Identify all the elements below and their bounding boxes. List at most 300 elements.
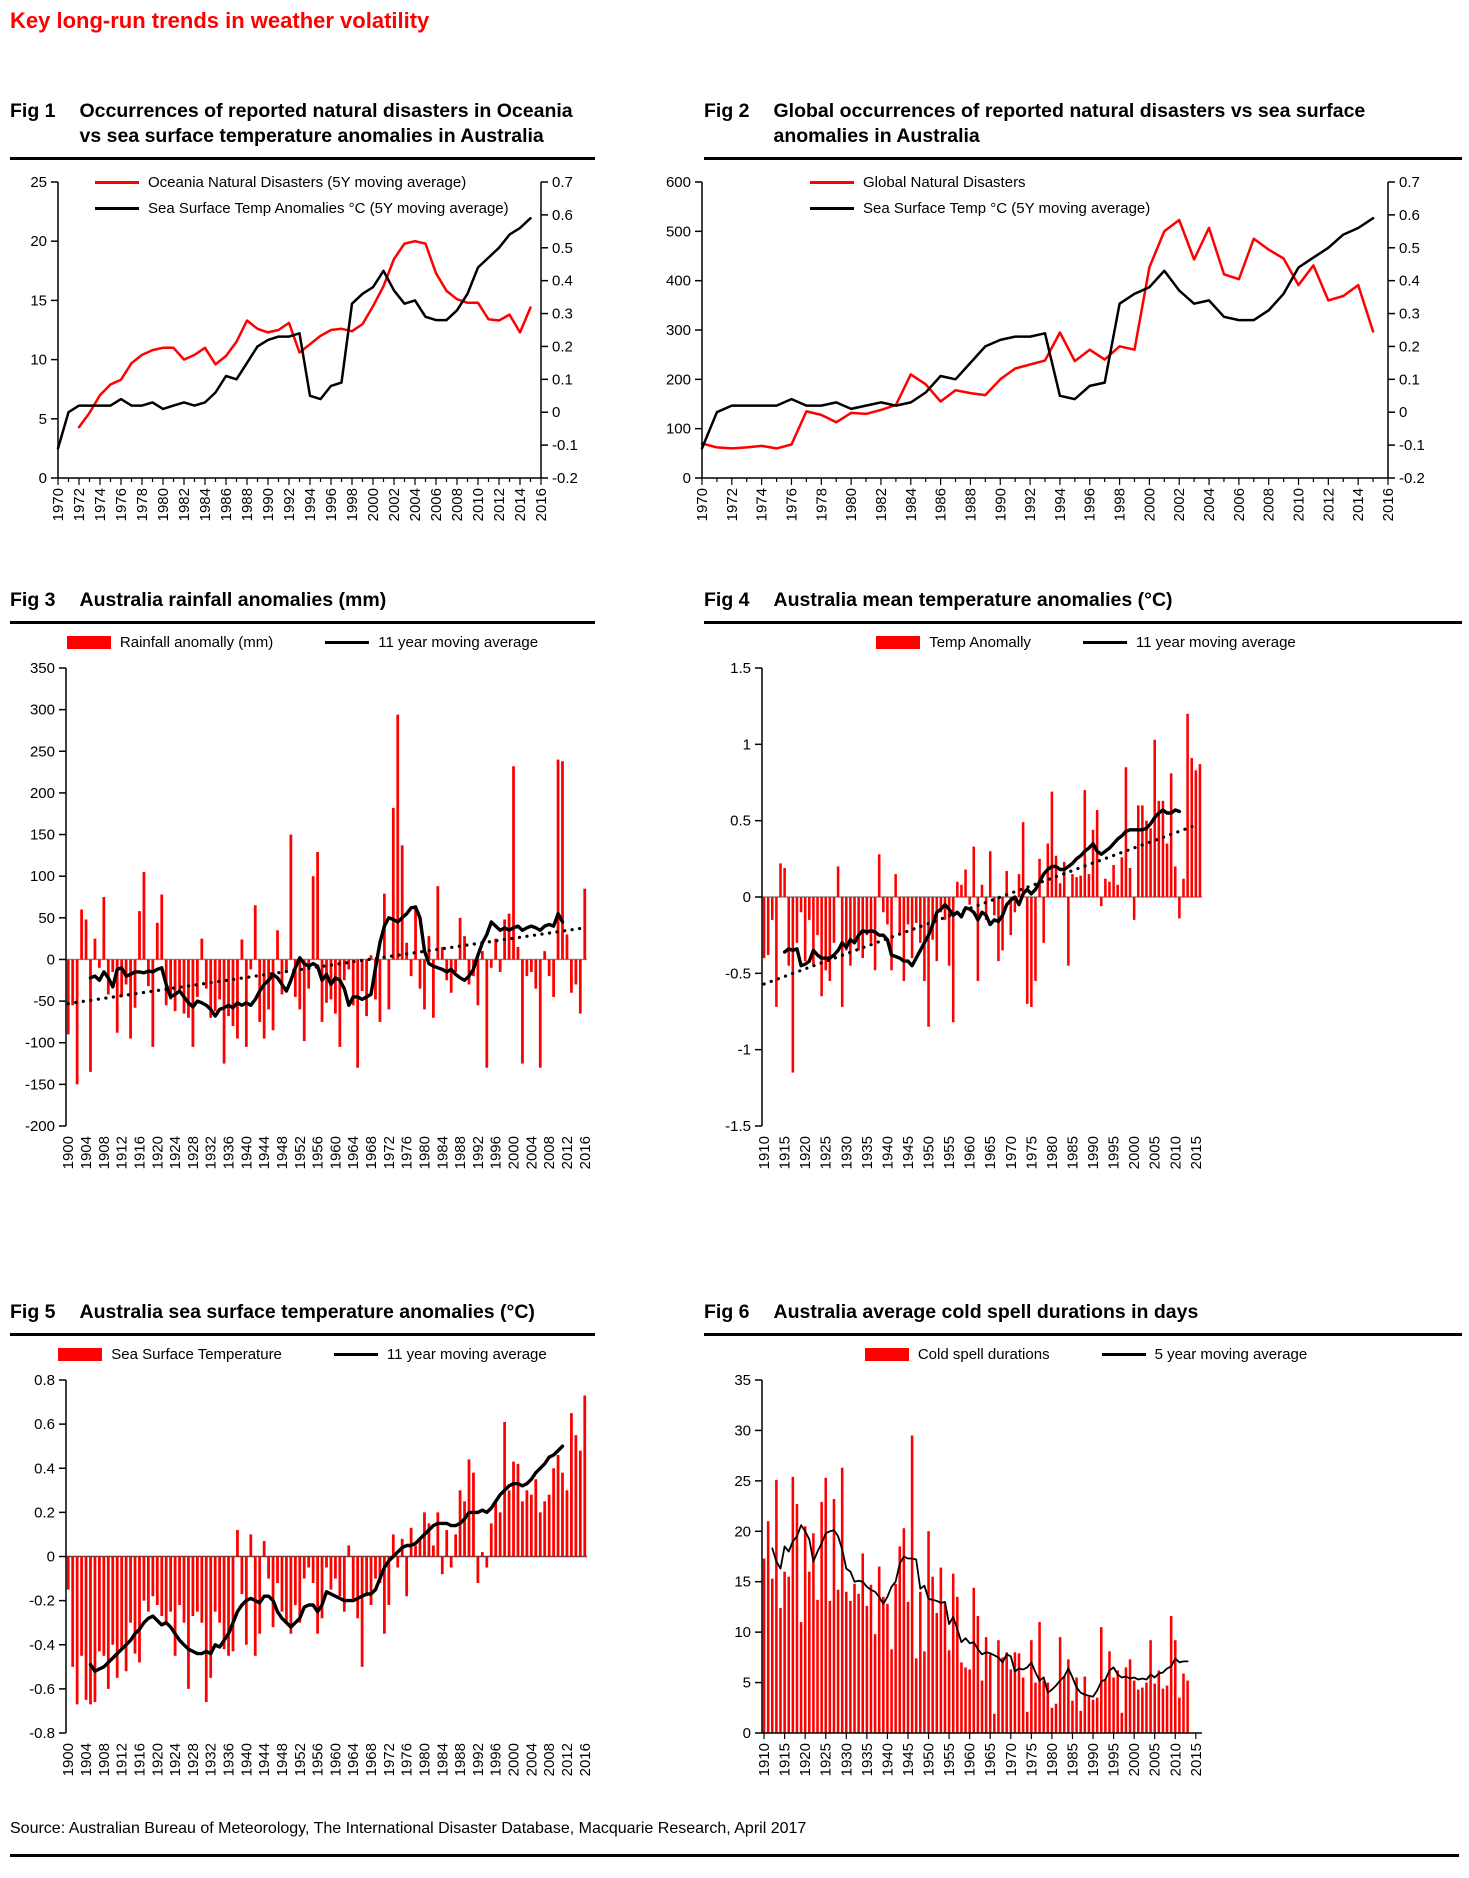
svg-text:1996: 1996	[1081, 488, 1099, 522]
svg-text:0: 0	[552, 404, 561, 422]
svg-text:0.6: 0.6	[552, 206, 573, 224]
svg-text:1910: 1910	[756, 1742, 774, 1777]
svg-text:-1.5: -1.5	[725, 1117, 751, 1135]
svg-text:-0.4: -0.4	[29, 1636, 55, 1654]
svg-text:-0.8: -0.8	[29, 1724, 55, 1742]
svg-text:1970: 1970	[1002, 1135, 1020, 1170]
svg-text:1932: 1932	[202, 1742, 220, 1777]
legend-label: Oceania Natural Disasters (5Y moving average)	[148, 174, 467, 191]
figure-4	[640, 588, 1462, 1216]
svg-text:1984: 1984	[434, 1135, 452, 1170]
figure-5-header	[10, 1300, 595, 1336]
svg-text:1985: 1985	[1064, 1135, 1082, 1170]
svg-text:15: 15	[30, 292, 47, 310]
svg-text:1986: 1986	[932, 488, 950, 522]
svg-text:1960: 1960	[327, 1742, 345, 1777]
svg-text:0.4: 0.4	[1399, 272, 1420, 290]
svg-text:30: 30	[734, 1422, 751, 1440]
svg-text:2005: 2005	[1146, 1135, 1164, 1170]
svg-text:1975: 1975	[1023, 1135, 1041, 1170]
svg-text:1.5: 1.5	[730, 659, 751, 677]
x-axis-labels	[694, 478, 1397, 521]
svg-text:2000: 2000	[1126, 1135, 1144, 1170]
svg-text:1984: 1984	[434, 1742, 452, 1777]
legend-item	[810, 174, 1026, 191]
svg-text:1930: 1930	[838, 1135, 856, 1170]
svg-text:1948: 1948	[274, 1135, 291, 1170]
svg-text:2004: 2004	[523, 1135, 541, 1170]
legend-label: Cold spell durations	[917, 1346, 1050, 1364]
bar-series	[67, 714, 586, 1084]
chart-fig1	[10, 166, 595, 566]
svg-text:0: 0	[742, 1724, 751, 1742]
figure-4-title: Australia mean temperature anomalies (°C)	[773, 589, 1173, 611]
svg-text:1956: 1956	[309, 1742, 327, 1777]
svg-text:1928: 1928	[184, 1135, 202, 1170]
legend-swatch-icon	[58, 1348, 102, 1361]
left-axis	[755, 1380, 762, 1733]
svg-text:1980: 1980	[416, 1742, 434, 1777]
svg-text:1980: 1980	[843, 488, 861, 522]
svg-text:-0.1: -0.1	[1399, 437, 1425, 455]
svg-text:-100: -100	[24, 1034, 55, 1052]
legend-swatch-icon	[95, 207, 139, 210]
svg-text:1955: 1955	[941, 1742, 959, 1777]
svg-text:2000: 2000	[1126, 1742, 1144, 1777]
svg-text:2000: 2000	[505, 1135, 523, 1170]
svg-text:2006: 2006	[428, 488, 445, 522]
chart-fig3	[10, 630, 595, 1216]
svg-text:150: 150	[29, 826, 55, 844]
svg-text:1990: 1990	[260, 488, 277, 522]
legend-item	[334, 1346, 547, 1363]
svg-text:2000: 2000	[505, 1742, 523, 1777]
svg-text:100: 100	[29, 867, 55, 885]
svg-text:-50: -50	[33, 992, 55, 1010]
figure-4-label: Fig 4	[704, 589, 750, 611]
svg-text:-150: -150	[24, 1076, 55, 1094]
svg-text:0.2: 0.2	[1399, 338, 1420, 356]
svg-text:600: 600	[665, 174, 691, 191]
svg-text:1982: 1982	[176, 488, 193, 522]
legend-label: 11 year moving average	[1135, 634, 1296, 652]
svg-text:1915: 1915	[776, 1135, 794, 1170]
legend	[10, 630, 595, 656]
svg-text:1900: 1900	[60, 1742, 78, 1777]
svg-text:300: 300	[665, 322, 691, 339]
legend-label: 11 year moving average	[386, 1346, 547, 1364]
x-axis-labels	[50, 478, 550, 521]
figure-6	[640, 1300, 1462, 1823]
svg-text:1992: 1992	[281, 488, 298, 522]
source-text: Source: Australian Bureau of Meteorology, The International Disaster Database, Macquarie Research, April 2017	[10, 1820, 807, 1837]
svg-text:1970: 1970	[50, 488, 67, 522]
legend	[810, 174, 1150, 217]
svg-text:-0.2: -0.2	[552, 470, 578, 487]
left-axis	[59, 1380, 66, 1733]
svg-text:1960: 1960	[961, 1135, 979, 1170]
right-axis	[1388, 182, 1395, 478]
legend	[710, 1342, 1462, 1368]
svg-text:1924: 1924	[167, 1742, 185, 1777]
svg-text:-200: -200	[24, 1117, 55, 1135]
svg-text:2008: 2008	[541, 1135, 559, 1170]
svg-text:1916: 1916	[131, 1135, 149, 1170]
svg-text:2002: 2002	[386, 488, 403, 522]
svg-text:1932: 1932	[202, 1135, 220, 1170]
svg-text:1994: 1994	[302, 488, 319, 522]
figure-2-title: Global occurrences of reported natural disasters vs sea surface anomalies in Australia	[773, 99, 1366, 148]
svg-text:1988: 1988	[962, 488, 980, 522]
chart-canvas-fig-6	[710, 1368, 1210, 1823]
svg-text:1986: 1986	[218, 488, 235, 522]
svg-text:0.2: 0.2	[34, 1504, 55, 1522]
svg-text:0.7: 0.7	[1399, 174, 1420, 191]
svg-text:1935: 1935	[858, 1742, 876, 1777]
svg-text:-0.6: -0.6	[29, 1680, 55, 1698]
svg-text:1925: 1925	[817, 1742, 835, 1777]
figure-1-header	[10, 62, 595, 160]
svg-text:1940: 1940	[879, 1135, 897, 1170]
legend-label: 11 year moving average	[378, 634, 539, 652]
legend-item	[58, 1346, 282, 1363]
svg-text:1916: 1916	[131, 1742, 149, 1777]
svg-text:1920: 1920	[797, 1742, 815, 1777]
svg-text:1975: 1975	[1023, 1742, 1041, 1777]
svg-text:350: 350	[29, 659, 55, 677]
svg-text:1950: 1950	[920, 1742, 938, 1777]
svg-text:2004: 2004	[1201, 488, 1218, 522]
svg-text:2010: 2010	[1167, 1742, 1185, 1777]
svg-text:1982: 1982	[873, 488, 890, 522]
svg-text:0.3: 0.3	[552, 305, 573, 323]
svg-text:2010: 2010	[1167, 1135, 1185, 1170]
chart-canvas-fig-2	[640, 166, 1462, 566]
chart-canvas-fig-1	[10, 166, 595, 566]
svg-text:1988: 1988	[239, 488, 256, 522]
figure-6-title: Australia average cold spell durations in days	[773, 1301, 1199, 1323]
svg-text:2004: 2004	[523, 1742, 541, 1777]
figure-1	[10, 62, 595, 566]
svg-text:1972: 1972	[380, 1742, 398, 1777]
svg-text:0.4: 0.4	[34, 1459, 55, 1477]
legend-item	[95, 200, 509, 217]
svg-text:2016: 2016	[1380, 488, 1397, 522]
svg-text:2000: 2000	[1141, 488, 1159, 522]
svg-text:15: 15	[734, 1573, 751, 1591]
svg-text:0.3: 0.3	[1399, 305, 1420, 323]
svg-text:1912: 1912	[113, 1135, 131, 1170]
svg-text:1904: 1904	[78, 1135, 95, 1170]
svg-text:1956: 1956	[309, 1135, 327, 1170]
svg-text:0: 0	[682, 470, 691, 487]
right-axis	[541, 182, 548, 478]
figure-2	[640, 62, 1462, 566]
svg-text:0: 0	[46, 951, 55, 969]
figure-1-title: Occurrences of reported natural disasters in Oceania vs sea surface temperature anomalies in Australia	[79, 99, 573, 148]
svg-text:1974: 1974	[753, 488, 771, 522]
svg-text:0.2: 0.2	[552, 338, 573, 356]
svg-text:1990: 1990	[1085, 1742, 1102, 1777]
svg-text:1944: 1944	[256, 1742, 274, 1777]
chart-canvas-fig-3	[10, 656, 595, 1216]
svg-text:1985: 1985	[1064, 1742, 1082, 1777]
svg-text:2010: 2010	[470, 488, 487, 522]
x-axis-labels	[60, 1136, 594, 1169]
svg-text:1952: 1952	[291, 1135, 309, 1170]
svg-text:1950: 1950	[920, 1135, 938, 1170]
legend-swatch-icon	[325, 641, 369, 644]
svg-text:1990: 1990	[1085, 1135, 1102, 1170]
svg-text:1935: 1935	[858, 1135, 876, 1170]
svg-text:0.5: 0.5	[1399, 239, 1420, 257]
svg-text:20: 20	[734, 1523, 751, 1541]
figure-6-label: Fig 6	[704, 1301, 750, 1323]
svg-text:1924: 1924	[167, 1135, 185, 1170]
figure-5-label: Fig 5	[10, 1301, 56, 1323]
svg-text:1970: 1970	[1002, 1742, 1020, 1777]
left-axis	[51, 182, 58, 478]
svg-text:0.5: 0.5	[730, 812, 751, 830]
svg-text:5: 5	[742, 1674, 751, 1692]
svg-text:1: 1	[742, 736, 751, 754]
bottom-divider	[10, 1854, 1459, 1857]
svg-text:0: 0	[38, 470, 47, 487]
legend-swatch-icon	[1083, 641, 1127, 644]
svg-text:-0.2: -0.2	[29, 1592, 55, 1610]
svg-text:1964: 1964	[345, 1135, 363, 1170]
svg-text:-0.1: -0.1	[552, 437, 578, 455]
svg-text:300: 300	[29, 701, 55, 719]
figure-2-header	[704, 62, 1462, 160]
svg-text:2004: 2004	[407, 488, 424, 522]
svg-text:1976: 1976	[783, 488, 801, 522]
svg-text:1928: 1928	[184, 1742, 202, 1777]
svg-text:250: 250	[29, 743, 55, 761]
svg-text:0.1: 0.1	[1399, 371, 1420, 389]
svg-text:400: 400	[665, 272, 691, 290]
figure-3-header	[10, 588, 595, 624]
svg-text:1945: 1945	[900, 1742, 917, 1777]
svg-text:1990: 1990	[992, 488, 1010, 522]
svg-text:1948: 1948	[274, 1742, 291, 1777]
chart-fig4	[710, 630, 1462, 1216]
svg-text:1998: 1998	[344, 488, 361, 522]
svg-text:1936: 1936	[220, 1742, 238, 1777]
svg-text:200: 200	[665, 371, 691, 389]
svg-text:1904: 1904	[78, 1742, 95, 1777]
svg-text:1968: 1968	[363, 1135, 380, 1170]
svg-text:1960: 1960	[327, 1135, 345, 1170]
figure-1-label: Fig 1	[10, 99, 56, 122]
svg-text:200: 200	[29, 784, 55, 802]
legend-label: 5 year moving average	[1154, 1346, 1308, 1364]
svg-text:2012: 2012	[559, 1135, 576, 1170]
svg-text:1910: 1910	[756, 1135, 774, 1170]
svg-text:1980: 1980	[1043, 1742, 1061, 1777]
chart-canvas-fig-5	[10, 1368, 595, 1823]
svg-text:1984: 1984	[197, 488, 214, 522]
svg-text:1988: 1988	[452, 1742, 470, 1777]
svg-text:-0.2: -0.2	[1399, 470, 1425, 487]
left-axis	[695, 182, 702, 478]
legend-item	[876, 634, 1031, 651]
legend-item	[865, 1346, 1050, 1363]
svg-text:1936: 1936	[220, 1135, 238, 1170]
svg-text:1992: 1992	[1022, 488, 1040, 522]
svg-text:1955: 1955	[941, 1135, 959, 1170]
legend-item	[67, 634, 273, 651]
svg-text:1980: 1980	[1043, 1135, 1061, 1170]
svg-text:2005: 2005	[1146, 1742, 1164, 1777]
svg-text:1980: 1980	[416, 1135, 434, 1170]
bar-series	[67, 1395, 586, 1704]
svg-text:1996: 1996	[487, 1742, 505, 1777]
svg-text:1972: 1972	[71, 488, 88, 522]
svg-text:1965: 1965	[982, 1742, 1000, 1777]
chart-canvas-fig-4	[710, 656, 1210, 1216]
svg-text:25: 25	[30, 174, 47, 191]
legend-item	[1102, 1346, 1308, 1363]
legend-label: Sea Surface Temp Anomalies °C (5Y moving average)	[148, 200, 509, 217]
legend	[95, 174, 509, 217]
svg-text:100: 100	[665, 420, 691, 438]
svg-text:2015: 2015	[1187, 1742, 1205, 1777]
svg-text:1992: 1992	[469, 1135, 487, 1170]
figure-5-title: Australia sea surface temperature anomalies (°C)	[79, 1301, 535, 1323]
svg-text:0.1: 0.1	[552, 371, 573, 389]
page-title: Key long-run trends in weather volatility	[10, 8, 430, 33]
svg-text:1952: 1952	[291, 1742, 309, 1777]
svg-text:1988: 1988	[452, 1135, 470, 1170]
legend-label: Rainfall anomally (mm)	[119, 634, 274, 652]
svg-text:1974: 1974	[92, 488, 109, 522]
svg-text:1940: 1940	[238, 1742, 256, 1777]
svg-text:35: 35	[734, 1371, 751, 1389]
svg-text:2016: 2016	[576, 1135, 594, 1170]
svg-text:2012: 2012	[491, 488, 508, 522]
figure-2-label: Fig 2	[704, 99, 750, 122]
left-axis	[59, 668, 66, 1126]
legend-label: Global Natural Disasters	[863, 174, 1026, 191]
svg-text:0.6: 0.6	[34, 1415, 55, 1433]
svg-text:50: 50	[38, 909, 55, 927]
svg-text:1972: 1972	[723, 488, 741, 522]
svg-text:1940: 1940	[238, 1135, 256, 1170]
bar-series	[763, 714, 1201, 1073]
svg-text:1998: 1998	[1111, 488, 1129, 522]
svg-text:1930: 1930	[838, 1742, 856, 1777]
svg-text:1945: 1945	[900, 1135, 917, 1170]
svg-text:1995: 1995	[1105, 1135, 1123, 1170]
svg-text:1940: 1940	[879, 1742, 897, 1777]
legend-label: Sea Surface Temperature	[111, 1346, 282, 1364]
svg-text:1915: 1915	[776, 1742, 794, 1777]
legend-swatch-icon	[95, 181, 139, 184]
svg-text:1968: 1968	[363, 1742, 380, 1777]
svg-text:2014: 2014	[512, 488, 529, 522]
svg-text:1978: 1978	[813, 488, 831, 522]
svg-text:2014: 2014	[1350, 488, 1368, 522]
legend-swatch-icon	[810, 207, 854, 210]
svg-text:2008: 2008	[449, 488, 466, 522]
svg-text:1900: 1900	[60, 1135, 78, 1170]
chart-fig6	[710, 1342, 1462, 1823]
svg-text:2006: 2006	[1230, 488, 1248, 522]
svg-text:1944: 1944	[256, 1135, 274, 1170]
legend-swatch-icon	[1102, 1353, 1146, 1356]
legend-item	[1083, 634, 1296, 651]
figure-3	[10, 588, 595, 1216]
svg-text:10: 10	[734, 1623, 751, 1641]
left-axis	[755, 668, 762, 1126]
legend-item	[325, 634, 538, 651]
svg-text:1912: 1912	[113, 1742, 131, 1777]
svg-text:1920: 1920	[149, 1742, 167, 1777]
svg-text:1908: 1908	[95, 1742, 113, 1777]
svg-text:1908: 1908	[95, 1135, 113, 1170]
svg-text:0.5: 0.5	[552, 239, 573, 257]
figure-3-label: Fig 3	[10, 589, 56, 611]
chart-fig5	[10, 1342, 595, 1823]
x-axis-labels	[60, 1743, 594, 1776]
svg-text:0.7: 0.7	[552, 174, 573, 191]
svg-text:1980: 1980	[155, 488, 172, 522]
svg-text:1992: 1992	[469, 1742, 487, 1777]
svg-text:2016: 2016	[576, 1742, 594, 1777]
svg-text:1970: 1970	[694, 488, 711, 522]
svg-text:1994: 1994	[1051, 488, 1069, 522]
legend-swatch-icon	[67, 636, 111, 649]
svg-text:2010: 2010	[1290, 488, 1308, 522]
svg-text:1925: 1925	[817, 1135, 835, 1170]
series-line	[58, 218, 531, 448]
svg-text:0: 0	[1399, 404, 1408, 422]
svg-text:2008: 2008	[1260, 488, 1278, 522]
svg-text:1960: 1960	[961, 1742, 979, 1777]
series-line	[79, 241, 531, 427]
svg-text:0.6: 0.6	[1399, 206, 1420, 224]
svg-text:1976: 1976	[398, 1742, 416, 1777]
legend-label: Temp Anomally	[929, 634, 1031, 652]
legend-label: Sea Surface Temp °C (5Y moving average)	[863, 200, 1151, 217]
svg-text:2000: 2000	[365, 488, 382, 522]
bar-series	[763, 1435, 1189, 1733]
legend	[710, 630, 1462, 656]
svg-text:1920: 1920	[149, 1135, 167, 1170]
svg-text:-0.5: -0.5	[725, 965, 751, 983]
figure-3-title: Australia rainfall anomalies (mm)	[79, 589, 387, 611]
legend-item	[810, 200, 1150, 217]
svg-text:2015: 2015	[1187, 1135, 1205, 1170]
svg-text:1984: 1984	[902, 488, 920, 522]
figure-5	[10, 1300, 595, 1823]
svg-text:1972: 1972	[380, 1135, 398, 1170]
svg-text:1976: 1976	[398, 1135, 416, 1170]
svg-text:2016: 2016	[533, 488, 550, 522]
svg-text:1996: 1996	[487, 1135, 505, 1170]
svg-text:0: 0	[46, 1548, 55, 1566]
svg-text:0.8: 0.8	[34, 1371, 55, 1389]
svg-text:1996: 1996	[323, 488, 340, 522]
svg-text:1995: 1995	[1105, 1742, 1123, 1777]
svg-text:2012: 2012	[1320, 488, 1338, 522]
svg-text:2002: 2002	[1171, 488, 1189, 522]
legend-swatch-icon	[334, 1353, 378, 1356]
svg-text:2012: 2012	[559, 1742, 576, 1777]
legend-swatch-icon	[865, 1348, 909, 1361]
svg-text:20: 20	[30, 233, 47, 251]
